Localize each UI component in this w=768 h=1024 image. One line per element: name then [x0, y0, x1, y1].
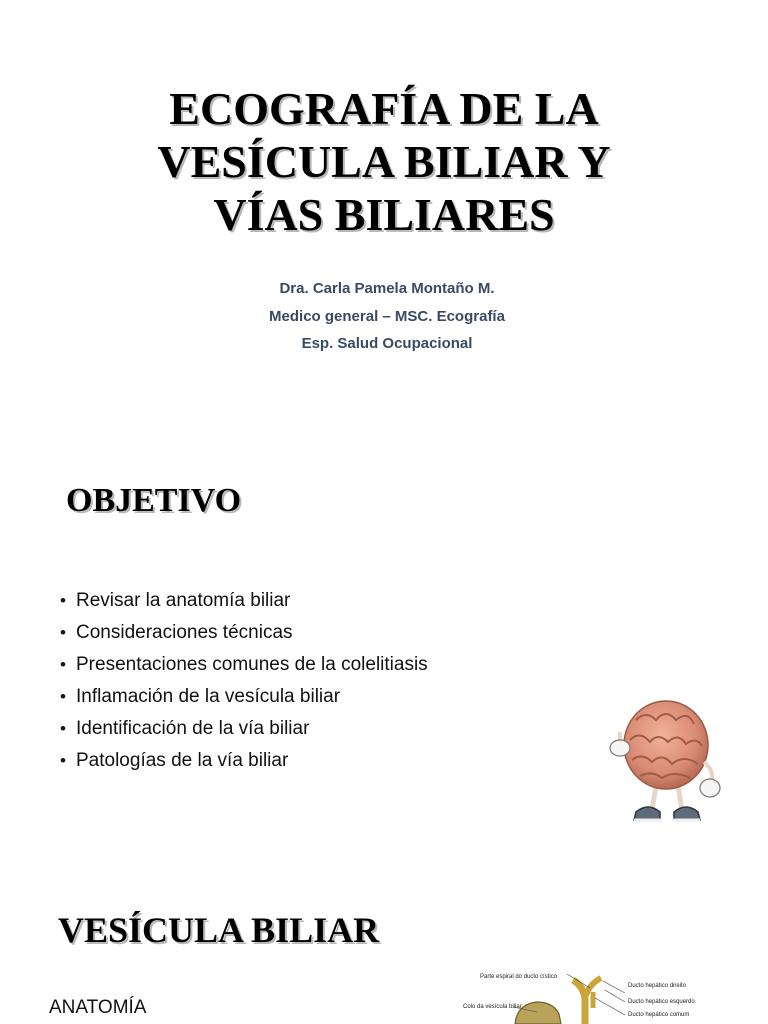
bullet-icon: •: [60, 687, 66, 706]
author-block: [0, 275, 768, 358]
title-line-3: VÍAS BILIARES: [213, 189, 555, 240]
list-item-text: Patologías de la vía biliar: [76, 750, 289, 771]
diagram-label: Colo da vesícula biliar: [463, 1004, 522, 1010]
list-item-text: Identificación de la vía biliar: [76, 718, 310, 739]
list-item-text: Consideraciones técnicas: [76, 622, 293, 643]
list-item-text: Presentaciones comunes de la colelitiasis: [76, 654, 428, 675]
list-item: [60, 713, 428, 745]
bullet-icon: •: [60, 591, 66, 610]
list-item: [60, 681, 428, 713]
diagram-label: Ducto hepático comum: [628, 1012, 690, 1018]
anatomy-label: ANATOMÍA: [49, 997, 147, 1018]
title-line-2: VESÍCULA BILIAR Y: [157, 136, 611, 187]
bullet-icon: •: [60, 623, 66, 642]
list-item: [60, 617, 428, 649]
list-item-text: Revisar la anatomía biliar: [76, 590, 291, 611]
bullet-icon: •: [60, 751, 66, 770]
list-item: [60, 649, 428, 681]
bullet-icon: •: [60, 719, 66, 738]
author-specialty: Esp. Salud Ocupacional: [301, 335, 473, 352]
diagram-label: Parte espiral do ducto cístico: [480, 974, 558, 980]
bullet-icon: •: [60, 655, 66, 674]
author-role: Medico general – MSC. Ecografía: [269, 307, 505, 325]
author-name: Dra. Carla Pamela Montaño M.: [279, 280, 495, 297]
list-item-text: Inflamación de la vesícula biliar: [76, 686, 341, 707]
objective-list: [60, 585, 428, 777]
biliary-anatomy-illustration: [455, 968, 768, 1024]
brain-cartoon-icon: [600, 690, 740, 840]
list-item: [60, 585, 428, 617]
list-item: [60, 745, 428, 777]
objective-heading: OBJETIVO: [66, 482, 242, 519]
title-line-1: ECOGRAFÍA DE LA: [169, 83, 599, 134]
diagram-label: Ducto hepático direito: [628, 983, 687, 989]
slide-title: [40, 82, 728, 241]
diagram-label: Ducto hepático esquerdo: [628, 999, 695, 1005]
gallbladder-heading: VESÍCULA BILIAR: [58, 910, 380, 950]
